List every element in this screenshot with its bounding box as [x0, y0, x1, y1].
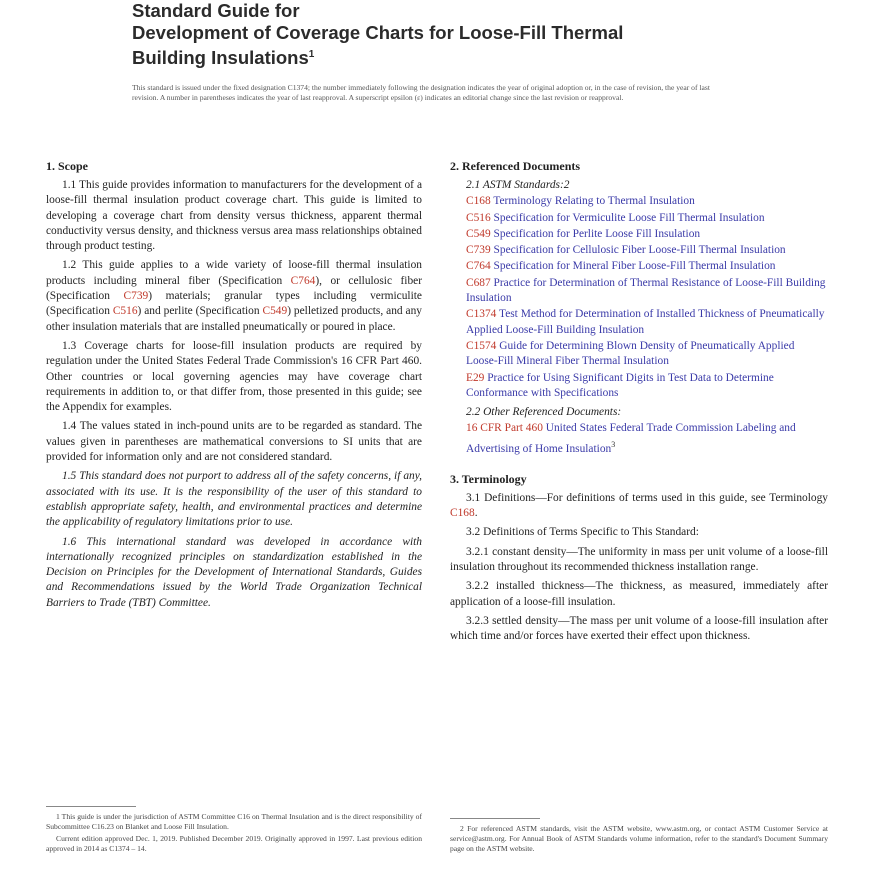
reference-item[interactable]	[466, 307, 828, 338]
document-header	[132, 0, 752, 103]
section-heading-scope: 1. Scope	[46, 159, 88, 173]
footnotes-left	[46, 812, 422, 856]
reference-item[interactable]	[466, 227, 828, 242]
reference-code-cfr[interactable]: 16 CFR Part 460	[466, 422, 543, 435]
scope-para-1-5: 1.5 This standard does not purport to address all of the safety concerns, if any, associated with its use. It is the responsibility of the user of this standard to establish appropriate safety, health, and environmental practices and determine the applicability of regulatory limitations prior to use.	[46, 470, 422, 529]
scope-para-1-6: 1.6 This international standard was developed in accordance with internationally recognized principles on standardization established in the Decision on Principles for the Development of International Standards, Guides and Recommendations issued by the World Trade Organization Technical Barriers to Trade (TBT) Committee.	[46, 535, 422, 609]
reference-item[interactable]	[466, 211, 828, 226]
scope-1-2-text-c: ) materials; granular types including vermiculite (Specification	[46, 290, 422, 318]
reference-code[interactable]: C168	[466, 195, 491, 208]
scope-1-2-text-a: 1.2 This guide applies to a wide variety of loose-fill thermal insulation products including mineral fiber (Specification	[46, 259, 422, 287]
title-line-3	[132, 44, 752, 69]
reference-item[interactable]	[466, 339, 828, 370]
reference-item[interactable]	[466, 259, 828, 274]
reference-code[interactable]: E29	[466, 371, 485, 384]
reference-code[interactable]: C516	[466, 211, 491, 224]
reference-title[interactable]: Specification for Mineral Fiber Loose-Fill Thermal Insulation	[490, 260, 776, 273]
reference-item[interactable]	[466, 243, 828, 258]
reference-title[interactable]: Practice for Determination of Thermal Resistance of Loose-Fill Building Insulation	[466, 276, 826, 305]
scope-para-1-1: 1.1 This guide provides information to manufacturers for the development of a loose-fill thermal insulation product coverage chart. This guide is limited to developing a coverage chart from density versus thickness, apparent thermal conductivity versus density, and thickness versus area mass relationships obtained through product testing.	[46, 179, 422, 253]
reference-code[interactable]: C1574	[466, 339, 497, 352]
reference-title-cfr[interactable]: United States Federal Trade Commission Labeling and Advertising of Home Insulation	[466, 422, 796, 455]
footnote-edition: Current edition approved Dec. 1, 2019. Published December 2019. Originally approved in 1997. Last previous edition approved in 2014 as C1374 – 14.	[46, 834, 422, 853]
link-c549[interactable]: C549	[262, 305, 288, 318]
terminology-para-3-1	[450, 491, 828, 522]
section-heading-referenced-documents: 2. Referenced Documents	[450, 159, 581, 173]
standard-designation-note: This standard is issued under the fixed designation C1374; the number immediately following the designation indicates the year of original adoption or, in the case of revision, the year of last revision. A number in parentheses indicates the year of last reapproval. A superscript epsilon (ε) indicates an editorial change since the last revision or reapproval.	[132, 83, 710, 103]
title-line-1: Standard Guide for	[132, 0, 300, 21]
link-c764[interactable]: C764	[290, 274, 316, 287]
reference-title[interactable]: Specification for Vermiculite Loose Fill Thermal Insulation	[490, 211, 765, 224]
reference-item[interactable]	[466, 276, 828, 307]
terminology-3-1-text-b: .	[474, 507, 478, 520]
title-footnote-mark: 1	[308, 49, 315, 60]
astm-footnote-mark: 2	[563, 179, 570, 191]
section-heading-terminology: 3. Terminology	[450, 471, 527, 486]
reference-code[interactable]: C764	[466, 260, 491, 273]
reference-title[interactable]: Guide for Determining Blown Density of Pneumatically Applied Loose-Fill Mineral Fiber Thermal Insulation	[466, 339, 795, 368]
scope-1-2-text-b: ), or cellulosic fiber (Specification	[46, 274, 422, 303]
link-c516[interactable]: C516	[112, 305, 138, 318]
title-line-3-text: Building Insulations	[132, 47, 309, 69]
reference-item[interactable]	[466, 371, 828, 402]
title-line-2: Development of Coverage Charts for Loose-Fill Thermal	[132, 22, 624, 43]
footnote-rule-right	[450, 818, 540, 819]
terminology-3-1-text-a: 3.1 Definitions—For definitions of terms used in this guide, see Terminology	[466, 491, 828, 504]
cfr-footnote-mark: 3	[611, 439, 616, 449]
terminology-para-3-2-3: 3.2.3 settled density—The mass per unit volume of a loose-fill insulation after which time and/or forces have exerted their effect upon thickness.	[450, 614, 828, 643]
reference-code[interactable]: C549	[466, 227, 491, 240]
reference-code[interactable]: C739	[466, 244, 491, 257]
astm-standards-text: 2.1 ASTM Standards:	[466, 179, 564, 191]
reference-title[interactable]: Specification for Perlite Loose Fill Insulation	[490, 227, 701, 240]
link-c168[interactable]: C168	[450, 507, 475, 520]
reference-item[interactable]	[466, 194, 828, 209]
scope-1-2-text-d: ) and perlite (Specification	[137, 305, 263, 318]
reference-title[interactable]: Test Method for Determination of Installed Thickness of Pneumatically Applied Loose-Fill Building Insulation	[466, 308, 825, 336]
footnotes-right	[450, 824, 828, 856]
reference-item-cfr[interactable]	[466, 421, 828, 456]
astm-standards-label	[466, 178, 828, 193]
link-c739[interactable]: C739	[123, 290, 149, 303]
reference-title[interactable]: Specification for Cellulosic Fiber Loose-Fill Thermal Insulation	[490, 244, 786, 257]
scope-para-1-3: 1.3 Coverage charts for loose-fill insulation products are required by regulation under the United States Federal Trade Commission's 16 CFR Part 460. Other countries or local governing agencies may have coverage chart requirements in addition to, or that differ from, those presented in this guide; see the Appendix for examples.	[46, 339, 422, 414]
reference-code[interactable]: C687	[466, 276, 491, 289]
footnote-1: 1 This guide is under the jurisdiction of ASTM Committee C16 on Thermal Insulation and is the direct responsibility of Subcommittee C16.23 on Blanket and Loose Fill Insulation.	[46, 812, 422, 831]
scope-para-1-4: 1.4 The values stated in inch-pound units are to be regarded as standard. The values given in parentheses are mathematical conversions to SI units that are provided for information only and are not considered standard.	[46, 420, 422, 464]
terminology-para-3-2: 3.2 Definitions of Terms Specific to This Standard:	[466, 526, 699, 539]
scope-para-1-2	[46, 258, 422, 334]
other-documents-label: 2.2 Other Referenced Documents:	[466, 406, 622, 419]
footnote-2: 2 For referenced ASTM standards, visit the ASTM website, www.astm.org, or contact ASTM Customer Service at service@astm.org. For Annual Book of ASTM Standards volume information, refer to the standard's Document Summary page on the ASTM website.	[450, 824, 828, 853]
scope-1-2-text-e: ) pelletized products, and any other insulation materials that are installed pneumatically or poured in place.	[46, 305, 422, 333]
reference-code[interactable]: C1374	[466, 308, 497, 321]
terminology-para-3-2-1: 3.2.1 constant density—The uniformity in mass per unit volume of a loose-fill insulation throughout its recommended thickness installation range.	[450, 545, 828, 574]
left-column	[46, 158, 422, 615]
right-column	[450, 158, 828, 649]
reference-title[interactable]: Practice for Using Significant Digits in Test Data to Determine Conformance with Specifications	[466, 371, 774, 399]
terminology-para-3-2-2: 3.2.2 installed thickness—The thickness, as measured, immediately after application of a loose-fill insulation.	[450, 580, 828, 608]
footnote-rule-left	[46, 806, 136, 807]
reference-title[interactable]: Terminology Relating to Thermal Insulation	[490, 195, 695, 208]
